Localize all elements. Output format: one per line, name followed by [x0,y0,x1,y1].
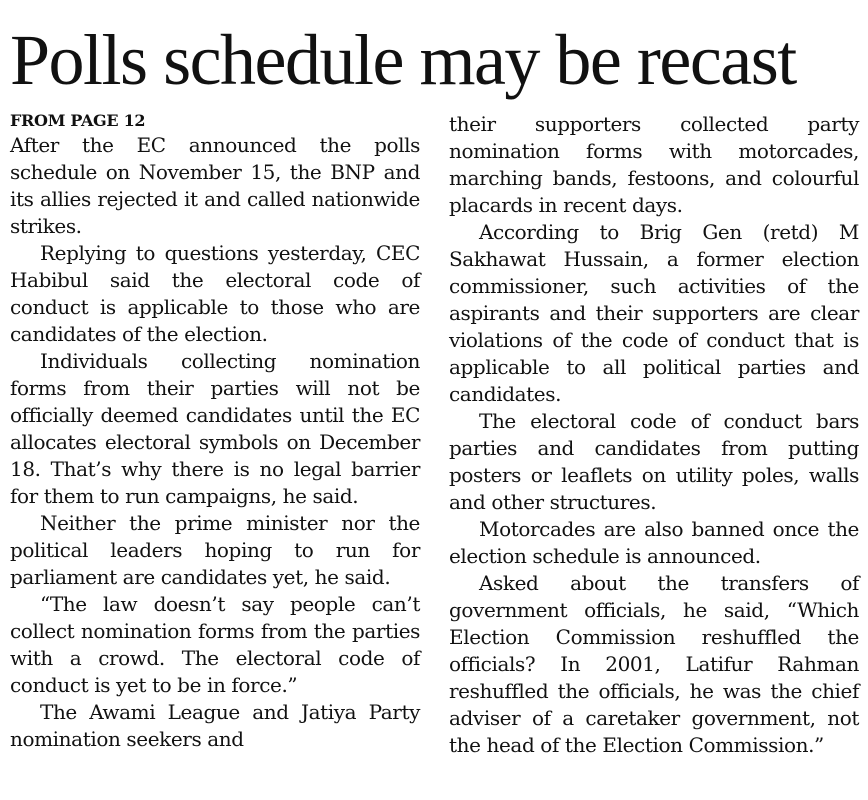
article-paragraph: “The law doesn’t say people can’t collect nomination forms from the parties with a crowd. The electoral code of conduct is yet to be in force.” [10,592,420,697]
article-paragraph: According to Brig Gen (retd) M Sakhawat Hussain, a former election commissioner, such activities of the aspirants and their supporters are clear violations of the code of conduct that is applicable to all political parties and candidates. [449,220,859,406]
article-paragraph: After the EC announced the polls schedule on November 15, the BNP and its allies rejected it and called nationwide strikes. [10,133,420,238]
article-column-right [449,110,859,759]
headline: Polls schedule may be recast [10,20,796,100]
article-paragraph: Asked about the transfers of government officials, he said, “Which Election Commission reshuffled the officials? In 2001, Latifur Rahman reshuffled the officials, he was the chief adviser of a caretaker government, not the head of the Election Commission.” [449,571,859,757]
article-column-left [10,110,420,753]
article-paragraph: Motorcades are also banned once the election schedule is announced. [449,517,859,568]
article-paragraph: Neither the prime minister nor the political leaders hoping to run for parliament are candidates yet, he said. [10,511,420,589]
article-paragraph: Replying to questions yesterday, CEC Habibul said the electoral code of conduct is applicable to those who are candidates of the election. [10,241,420,346]
article-paragraph: The Awami League and Jatiya Party nomination seekers and [10,700,420,751]
article-paragraph: Individuals collecting nomination forms from their parties will not be officially deemed candidates until the EC allocates electoral symbols on December 18. That’s why there is no legal barrier for them to run campaigns, he said. [10,349,420,508]
article-paragraph: their supporters collected party nomination forms with motorcades, marching bands, festoons, and colourful placards in recent days. [449,112,859,217]
article-paragraph: The electoral code of conduct bars parties and candidates from putting posters or leaflets on utility poles, walls and other structures. [449,409,859,514]
jump-line: FROM PAGE 12 [10,111,146,130]
